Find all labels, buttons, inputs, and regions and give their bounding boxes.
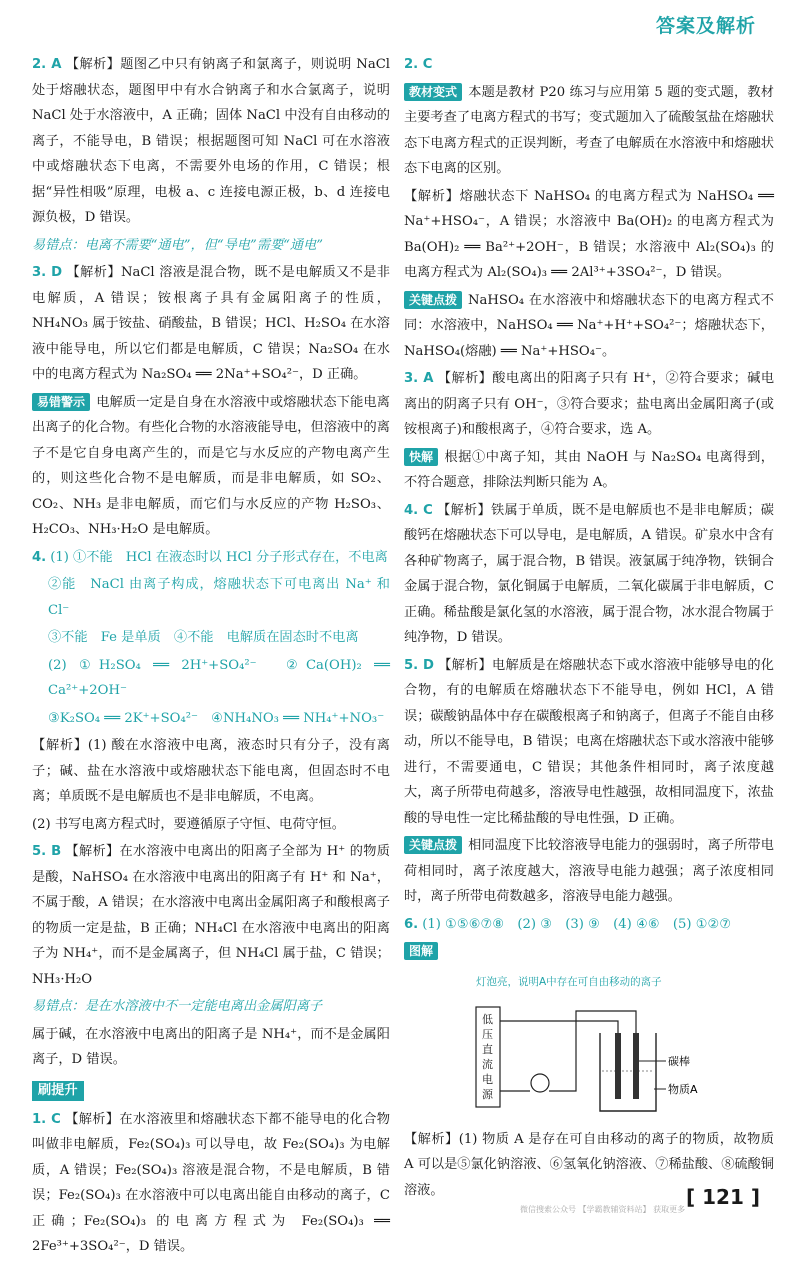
left-paragraph (32, 390, 390, 543)
electrode-label: 碳棒 (668, 1054, 690, 1068)
left-paragraph (32, 233, 390, 259)
paragraph-text: NaHSO₄ 在水溶液中和熔融状态下的电离方程式不同：水溶液中，NaHSO₄ ══ Na⁺+H⁺+SO₄²⁻；熔融状态下，NaHSO₄(熔融) ══ Na⁺+HSO₄⁻。 (404, 292, 774, 359)
paragraph-text: ③K₂SO₄ ══ 2K⁺+SO₄²⁻ ④NH₄NO₃ ══ NH₄⁺+NO₃⁻ (48, 710, 385, 726)
question-number: 3. D (32, 265, 63, 280)
right-paragraph (404, 80, 774, 182)
paragraph-text: 【解析】(1) 酸在水溶液中电离，液态时只有分子，没有离子；碱、盐在水溶液中或熔融状态下能电离，但固态时不电离；单质既不是电解质也不是非电解质，不电离。 (32, 738, 390, 804)
paragraph-text: 【解析】酸电离出的阳离子只有 H⁺，②符合要求；碱电离出的阴离子只有 OH⁻，③符合要求；盐电离出金属阳离子(或铵根离子)和酸根离子，④符合要求，选 A。 (404, 371, 775, 437)
right-paragraph (404, 366, 774, 443)
paragraph-text: ③不能 Fe 是单质 ④不能 电解质在固态时不电离 (48, 630, 359, 645)
paragraph-text: (1) ①⑤⑥⑦⑧ (2) ③ (3) ⑨ (4) ④⑥ (5) ①②⑦ (422, 916, 732, 932)
right-paragraph (404, 288, 774, 365)
question-number: 4. C (404, 502, 433, 518)
paragraph-text: 【解析】(1) 物质 A 是存在可自由移动的离子的物质，故物质 A 可以是⑤氯化钠溶液、⑥氢氧化钠溶液、⑦稀盐酸、⑧硫酸铜溶液。 (404, 1131, 774, 1198)
paragraph-text: (1) ①不能 HCl 在液态时以 HCl 分子形式存在，不电离 (50, 549, 388, 565)
right-column (404, 52, 774, 1205)
paragraph-text: 【解析】在水溶液里和熔融状态下都不能导电的化合物叫做非电解质，Fe₂(SO₄)₃ 可以导电，故 Fe₂(SO₄)₃ 为电解质，A 错误；Fe₂(SO₄)₃ 溶液是混合物，不是电解质，B 错误；Fe₂(SO₄)₃ 在水溶液中可以电离出能自由移动的离子，C 正确；Fe₂(SO₄)₃ 的电离方程式为 Fe₂(SO₄)₃ ══ 2Fe³⁺+3SO₄²⁻，D 错误。 (32, 1111, 390, 1254)
paragraph-text: (2) 书写电离方程式时，要遵循原子守恒、电荷守恒。 (32, 816, 345, 832)
left-paragraph (32, 1075, 390, 1105)
electrode-rod (633, 1033, 639, 1099)
question-number: 2. C (404, 57, 433, 72)
paragraph-text: 【解析】电解质是在熔融状态下或水溶液中能够导电的化合物，有的电解质在熔融状态下不能导电，例如 HCl，A 错误；碳酸钠晶体中存在碳酸根离子和钠离子，但离子不能自由移动，所以不能导电，B 错误；电离在熔融状态下或水溶液中能够进行，不需要通电，C 错误；其他条件相同时，离子浓度越大，离子所带电荷越多，溶液导电性越强，故相同温度下，浓盐酸的导电性一定比稀盐酸的导电性强，D 正确。 (404, 657, 774, 826)
circuit-figure (468, 971, 730, 1121)
left-paragraph (32, 52, 390, 231)
paragraph-text: 根据①中离子知，其由 NaOH 与 Na₂SO₄ 电离得到，不符合题意，排除法判断只能为 A。 (404, 449, 774, 490)
note-tag: 易错警示 (32, 393, 90, 411)
note-tag: 图解 (404, 942, 438, 960)
left-paragraph (32, 1107, 390, 1260)
left-paragraph (32, 839, 390, 992)
left-column (32, 52, 390, 1262)
page-number: [ 121 ] (686, 1184, 760, 1209)
conductivity-diagram (468, 971, 730, 1121)
paragraph-text: ②能 NaCl 由离子构成，熔融状态下可电离出 Na⁺ 和 Cl⁻ (48, 577, 390, 618)
paragraph-text: 【解析】铁属于单质，既不是电解质也不是非电解质；碳酸钙在熔融状态下可以导电，是电解质，A 错误。矿泉水中含有各种矿物离子，属于混合物，B 错误。液氯属于纯净物，铁铜合金属于混合物，氯化铜属于电解质，二氧化碳属于非电解质，C 正确。稀盐酸是氯化氢的水溶液，属于混合物，冰水混合物属于纯净物，D 错误。 (404, 502, 774, 645)
footer-watermark: 微信搜索公众号 【学霸教辅资料站】 获取更多 (520, 1204, 686, 1214)
note-tag: 快解 (404, 448, 438, 466)
handwritten-note: 易错点：是在水溶液中不一定能电离出金属阳离子 (32, 999, 323, 1014)
right-paragraph (404, 912, 774, 938)
left-paragraph (32, 994, 390, 1020)
substance-label: 物质A (668, 1082, 698, 1096)
paragraph-text: 【解析】NaCl 溶液是混合物，既不是电解质又不是非电解质，A 错误；铵根离子具有金属阳离子的性质，NH₄NO₃ 属于铵盐、硝酸盐，B 错误；HCl、H₂SO₄ 在水溶液中能导电，所以它们都是电解质，C 错误；Na₂SO₄ 在水中的电离方程式为 Na₂SO₄ ══ 2Na⁺+SO₄²⁻，D 正确。 (32, 265, 390, 382)
question-number: 1. C (32, 1111, 61, 1127)
right-paragraph (404, 184, 774, 286)
page-header-title: 答案及解析 (655, 15, 756, 37)
paragraph-text: 本题是教材 P20 练习与应用第 5 题的变式题，教材主要考查了电离方程式的书写；变式题加入了硫酸氢盐在熔融状态下电离方程式的正误判断，考查了电解质在水溶液中和熔融状态下电离的区别。 (404, 84, 774, 176)
left-paragraph (32, 625, 390, 651)
note-tag: 关键点拨 (404, 836, 462, 854)
power-supply-label: 低压直流电源 (482, 1012, 493, 1101)
left-paragraph (32, 1022, 390, 1073)
paragraph-text: 【解析】题图乙中只有钠离子和氯离子，则说明 NaCl 处于熔融状态，题图甲中有水合钠离子和水合氯离子，说明 NaCl 处于水溶液中，A 正确；固体 NaCl 中没有自由移动的离子，不能导电，B 错误；根据题图可知 NaCl 可在水溶液中或熔融状态下电离，不需要外电场的作用，C 错误；根据“异性相吸”原理，电极 a、c 连接电源正极，b、d 连接电源负极，D 错误。 (32, 57, 391, 225)
page-number-value: 121 (702, 1184, 744, 1209)
paragraph-text: 电解质一定是自身在水溶液中或熔融状态下能电离出离子的化合物。有些化合物的水溶液能导电，但溶液中的离子不是它自身电离产生的，而是它与水反应的产物电离产生的，则这些化合物不是电解质，而是非电解质，如 SO₂、CO₂、NH₃ 是非电解质，而它们与水反应的产物 H₂SO₃、H₂CO₃、NH₃·H₂O 是电解质。 (32, 394, 390, 537)
left-paragraph (32, 260, 390, 388)
paragraph-text: 属于碱，在水溶液中电离出的阳离子是 NH₄⁺，而不是金属阳离子，D 错误。 (32, 1026, 390, 1067)
right-paragraph (404, 498, 774, 651)
paragraph-text: 【解析】熔融状态下 NaHSO₄ 的电离方程式为 NaHSO₄ ══ Na⁺+HSO₄⁻，A 错误；水溶液中 Ba(OH)₂ 的电离方程式为 Ba(OH)₂ ══ Ba²⁺+2OH⁻，B 错误；水溶液中 Al₂(SO₄)₃ 的电离方程式为 Al₂(SO₄)₃ ══ 2Al³⁺+3SO₄²⁻，D 错误。 (404, 188, 774, 280)
beaker-icon (600, 1033, 656, 1111)
left-paragraph (32, 572, 390, 623)
note-tag: 关键点拨 (404, 291, 462, 309)
question-number: 5. D (404, 657, 434, 673)
left-paragraph (32, 545, 390, 571)
right-paragraph (404, 833, 774, 910)
electrode-rod (615, 1033, 621, 1099)
left-paragraph (32, 706, 390, 732)
note-tag: 教材变式 (404, 83, 462, 101)
paragraph-text: 【解析】在水溶液中电离出的阳离子全部为 H⁺ 的物质是酸，NaHSO₄ 在水溶液中电离出的阳离子有 H⁺ 和 Na⁺，不属于酸，A 错误；在水溶液中电离出金属阳离子和酸根离子的物质一定是盐，B 正确；NH₄Cl 在水溶液中电离出的阳离子为 NH₄⁺，而不是金属离子，但 NH₄Cl 属于盐，C 错误；NH₃·H₂O (32, 844, 390, 987)
right-paragraph (404, 445, 774, 496)
handwritten-note: 易错点：电离不需要“通电”，但“导电”需要“通电” (32, 237, 324, 253)
left-paragraph (32, 733, 390, 810)
bulb-icon (531, 1074, 549, 1092)
left-paragraph (32, 653, 390, 704)
left-paragraph (32, 812, 390, 838)
paragraph-text: (2) ①H₂SO₄ ══ 2H⁺+SO₄²⁻ ②Ca(OH)₂ ══ Ca²⁺+2OH⁻ (48, 657, 390, 698)
question-number: 5. B (32, 844, 62, 859)
right-paragraph (404, 939, 774, 965)
right-paragraph (404, 52, 774, 78)
section-heading: 刷提升 (32, 1081, 84, 1101)
question-number: 4. (32, 549, 47, 565)
diagram-caption: 灯泡亮，说明A中存在可自由移动的离子 (476, 975, 662, 988)
paragraph-text: 相同温度下比较溶液导电能力的强弱时，离子所带电荷相同时，离子浓度越大，溶液导电能力越强；离子浓度相同时，离子所带电荷数越多，溶液导电能力越强。 (404, 838, 774, 904)
question-number: 6. (404, 916, 419, 932)
right-paragraph (404, 653, 774, 832)
question-number: 2. A (32, 57, 62, 72)
question-number: 3. A (404, 371, 434, 386)
right-paragraph (404, 971, 774, 1121)
wire (549, 1011, 636, 1091)
